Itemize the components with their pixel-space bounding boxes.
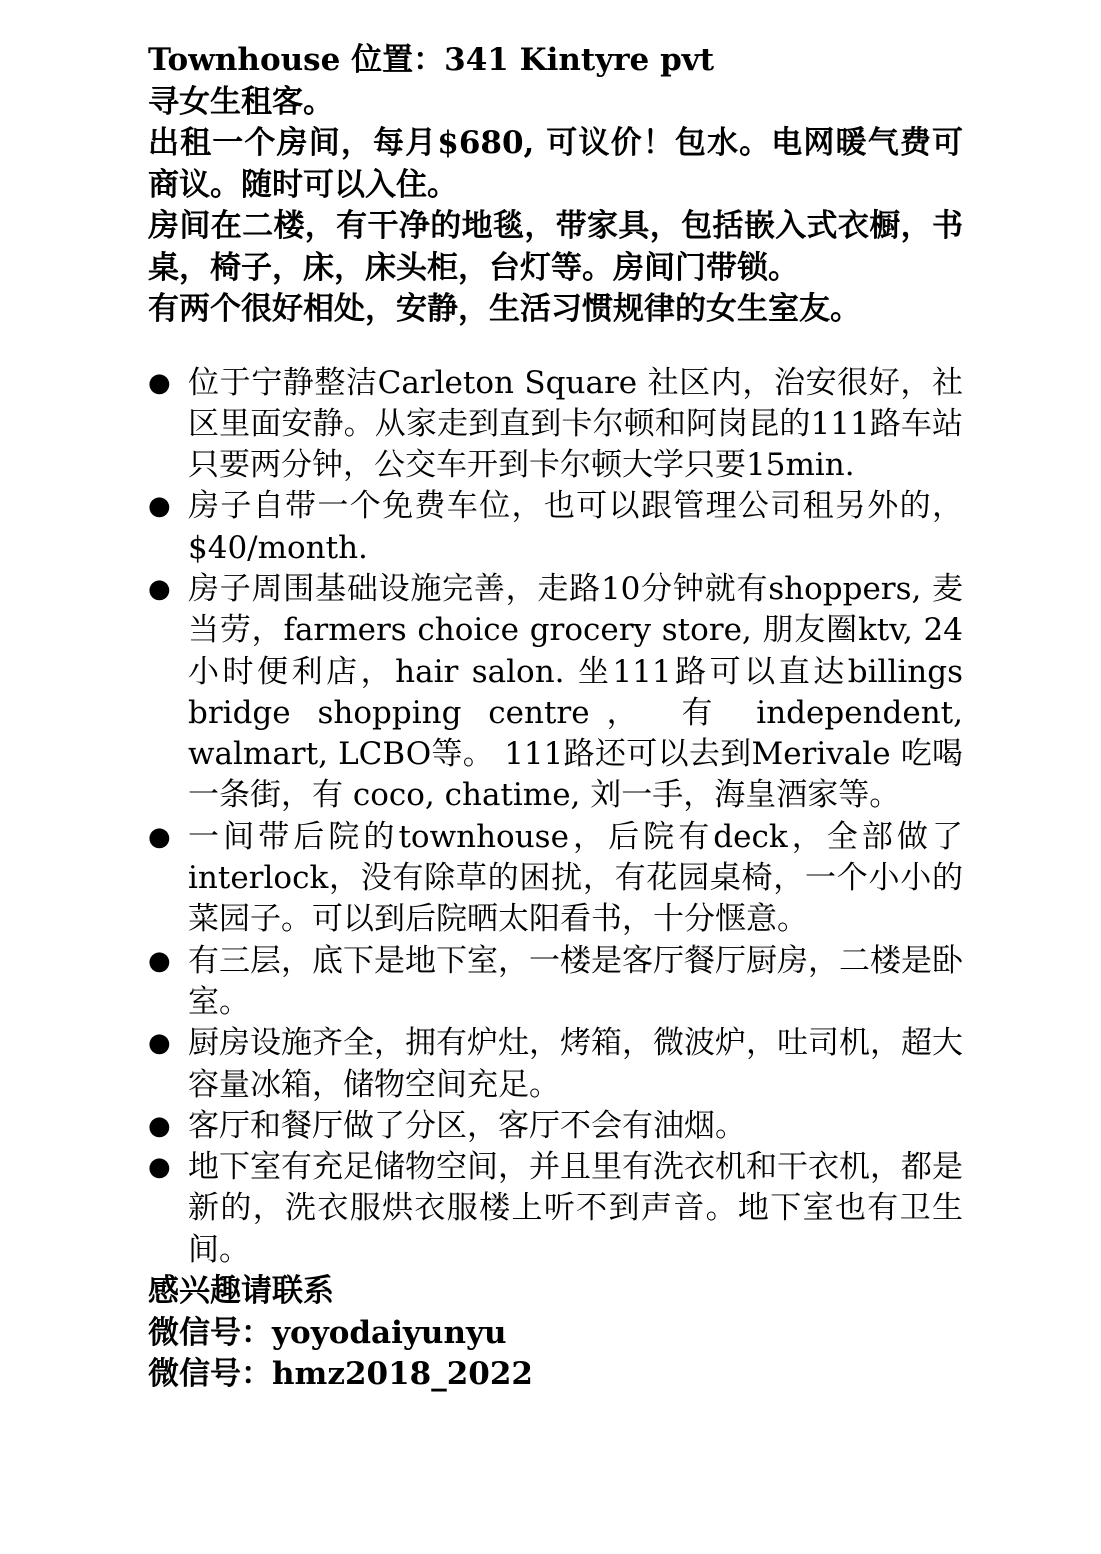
feature-item-neighborhood bbox=[148, 363, 963, 487]
wechat-id-1: 微信号：yoyodaiyunyu bbox=[148, 1314, 507, 1351]
feature-item-floors bbox=[148, 941, 963, 1024]
bullet-icon: ● bbox=[148, 367, 171, 398]
bullet-icon: ● bbox=[148, 821, 171, 852]
feature-item-backyard bbox=[148, 817, 963, 941]
bullet-icon: ● bbox=[148, 1028, 171, 1059]
feature-text: 房子自带一个免费车位，也可以跟管理公司租另外的，$40/month. bbox=[188, 488, 963, 566]
rental-listing bbox=[148, 40, 963, 1396]
listing-header bbox=[148, 40, 963, 331]
room-description: 房间在二楼，有干净的地毯，带家具，包括嵌入式衣橱，书桌，椅子，床，床头柜，台灯等。房间门带锁。 bbox=[148, 208, 963, 286]
location-line: Townhouse 位置：341 Kintyre pvt bbox=[148, 42, 715, 78]
contact-section bbox=[148, 1271, 963, 1396]
bullet-icon: ● bbox=[148, 1152, 171, 1183]
feature-item-amenities bbox=[148, 569, 963, 817]
feature-item-kitchen bbox=[148, 1023, 963, 1106]
bullet-icon: ● bbox=[148, 1110, 171, 1141]
feature-item-parking bbox=[148, 486, 963, 569]
rent-info: 出租一个房间，每月$680, 可议价！包水。电网暖气费可商议。随时可以入住。 bbox=[148, 125, 963, 203]
roommates-info: 有两个很好相处，安静，生活习惯规律的女生室友。 bbox=[148, 291, 861, 327]
feature-item-basement bbox=[148, 1147, 963, 1271]
feature-item-living-dining bbox=[148, 1106, 963, 1147]
bullet-icon: ● bbox=[148, 573, 171, 604]
feature-list bbox=[148, 363, 963, 1272]
feature-text: 客厅和餐厅做了分区，客厅不会有油烟。 bbox=[188, 1107, 746, 1144]
feature-text: 位于宁静整洁Carleton Square 社区内，治安很好，社区里面安静。从家走到直到卡尔顿和阿岗昆的111路车站只要两分钟，公交车开到卡尔顿大学只要15min. bbox=[188, 364, 963, 484]
feature-text: 有三层，底下是地下室，一楼是客厅餐厅厨房，二楼是卧室。 bbox=[188, 942, 963, 1020]
feature-text: 地下室有充足储物空间，并且里有洗衣机和干衣机，都是新的，洗衣服烘衣服楼上听不到声音。地下室也有卫生间。 bbox=[188, 1149, 963, 1268]
tenant-requirement: 寻女生租客。 bbox=[148, 83, 334, 120]
section-gap bbox=[148, 331, 963, 363]
bullet-icon: ● bbox=[148, 491, 171, 522]
feature-text: 一间带后院的townhouse，后院有deck，全部做了interlock，没有除草的困扰，有花园桌椅，一个小小的菜园子。可以到后院晒太阳看书，十分惬意。 bbox=[188, 818, 963, 938]
bullet-icon: ● bbox=[148, 945, 171, 976]
wechat-id-2: 微信号：hmz2018_2022 bbox=[148, 1356, 534, 1393]
contact-heading: 感兴趣请联系 bbox=[148, 1273, 334, 1310]
feature-text: 厨房设施齐全，拥有炉灶，烤箱，微波炉，吐司机，超大容量冰箱，储物空间充足。 bbox=[188, 1025, 963, 1103]
feature-text: 房子周围基础设施完善，走路10分钟就有shoppers, 麦当劳，farmers choice grocery store, 朋友圈ktv, 24小时便利店，hair salon. 坐111路可以直达billings bridge shopping centre， 有 independent, walmart, LCBO等。 111路还可以去到Merivale 吃喝一条街，有 coco, chatime, 刘一手，海皇酒家等。 bbox=[188, 570, 963, 814]
